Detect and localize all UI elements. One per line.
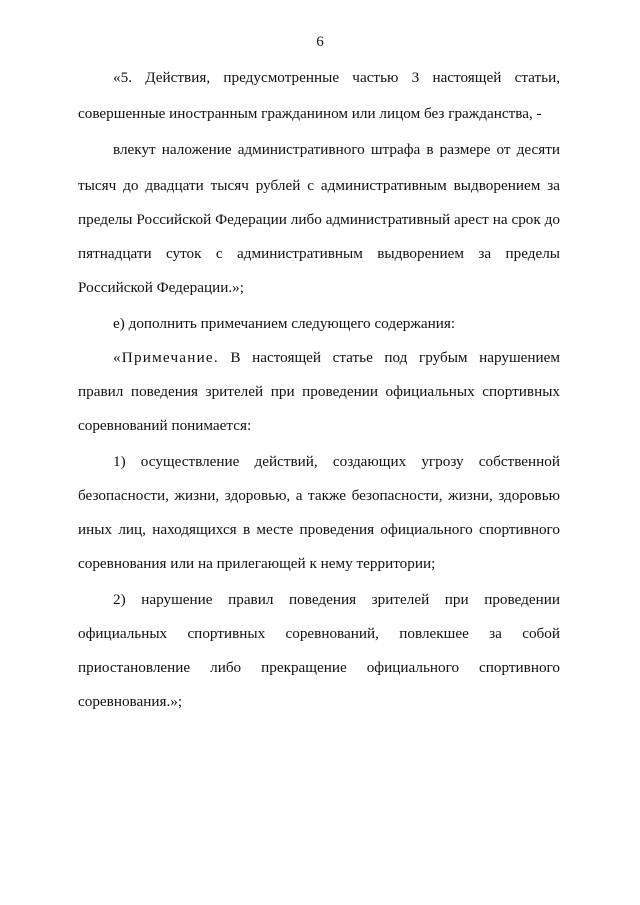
paragraph-line: правил поведения зрителей при проведении официальных спортивных [78, 383, 560, 400]
list-item-line: соревнования или на прилегающей к нему территории; [78, 555, 436, 572]
page-number: 6 [316, 34, 324, 50]
paragraph-line: соревнований понимается: [78, 417, 252, 434]
list-item-line: официальных спортивных соревнований, повлекшее за собой [78, 625, 560, 642]
note-heading: «Примечание. [113, 349, 219, 366]
paragraph-line: совершенные иностранным гражданином или лицом без гражданства, - [78, 105, 542, 122]
paragraph-line: пятнадцати суток с административным выдворением за пределы [78, 245, 560, 262]
paragraph-line: тысяч до двадцати тысяч рублей с административным выдворением за [78, 177, 560, 194]
list-item-line: 2) нарушение правил поведения зрителей при проведении [113, 591, 560, 608]
list-item-line: соревнования.»; [78, 693, 183, 710]
paragraph-line: е) дополнить примечанием следующего содержания: [113, 315, 456, 332]
list-item-line: приостановление либо прекращение официального спортивного [78, 659, 560, 676]
paragraph-line: «5. Действия, предусмотренные частью 3 настоящей статьи, [113, 69, 560, 86]
list-item-line: 1) осуществление действий, создающих угрозу собственной [113, 453, 560, 470]
paragraph-line: пределы Российской Федерации либо административный арест на срок до [78, 211, 560, 228]
note-first-line [113, 350, 560, 365]
list-item-line: безопасности, жизни, здоровью, а также безопасности, жизни, здоровью [78, 487, 560, 504]
paragraph-line: влекут наложение административного штрафа в размере от десяти [113, 141, 560, 158]
paragraph-line: Российской Федерации.»; [78, 279, 244, 296]
note-text: В настоящей статье под грубым нарушением [230, 349, 560, 366]
list-item-line: иных лиц, находящихся в месте проведения официального спортивного [78, 521, 560, 538]
